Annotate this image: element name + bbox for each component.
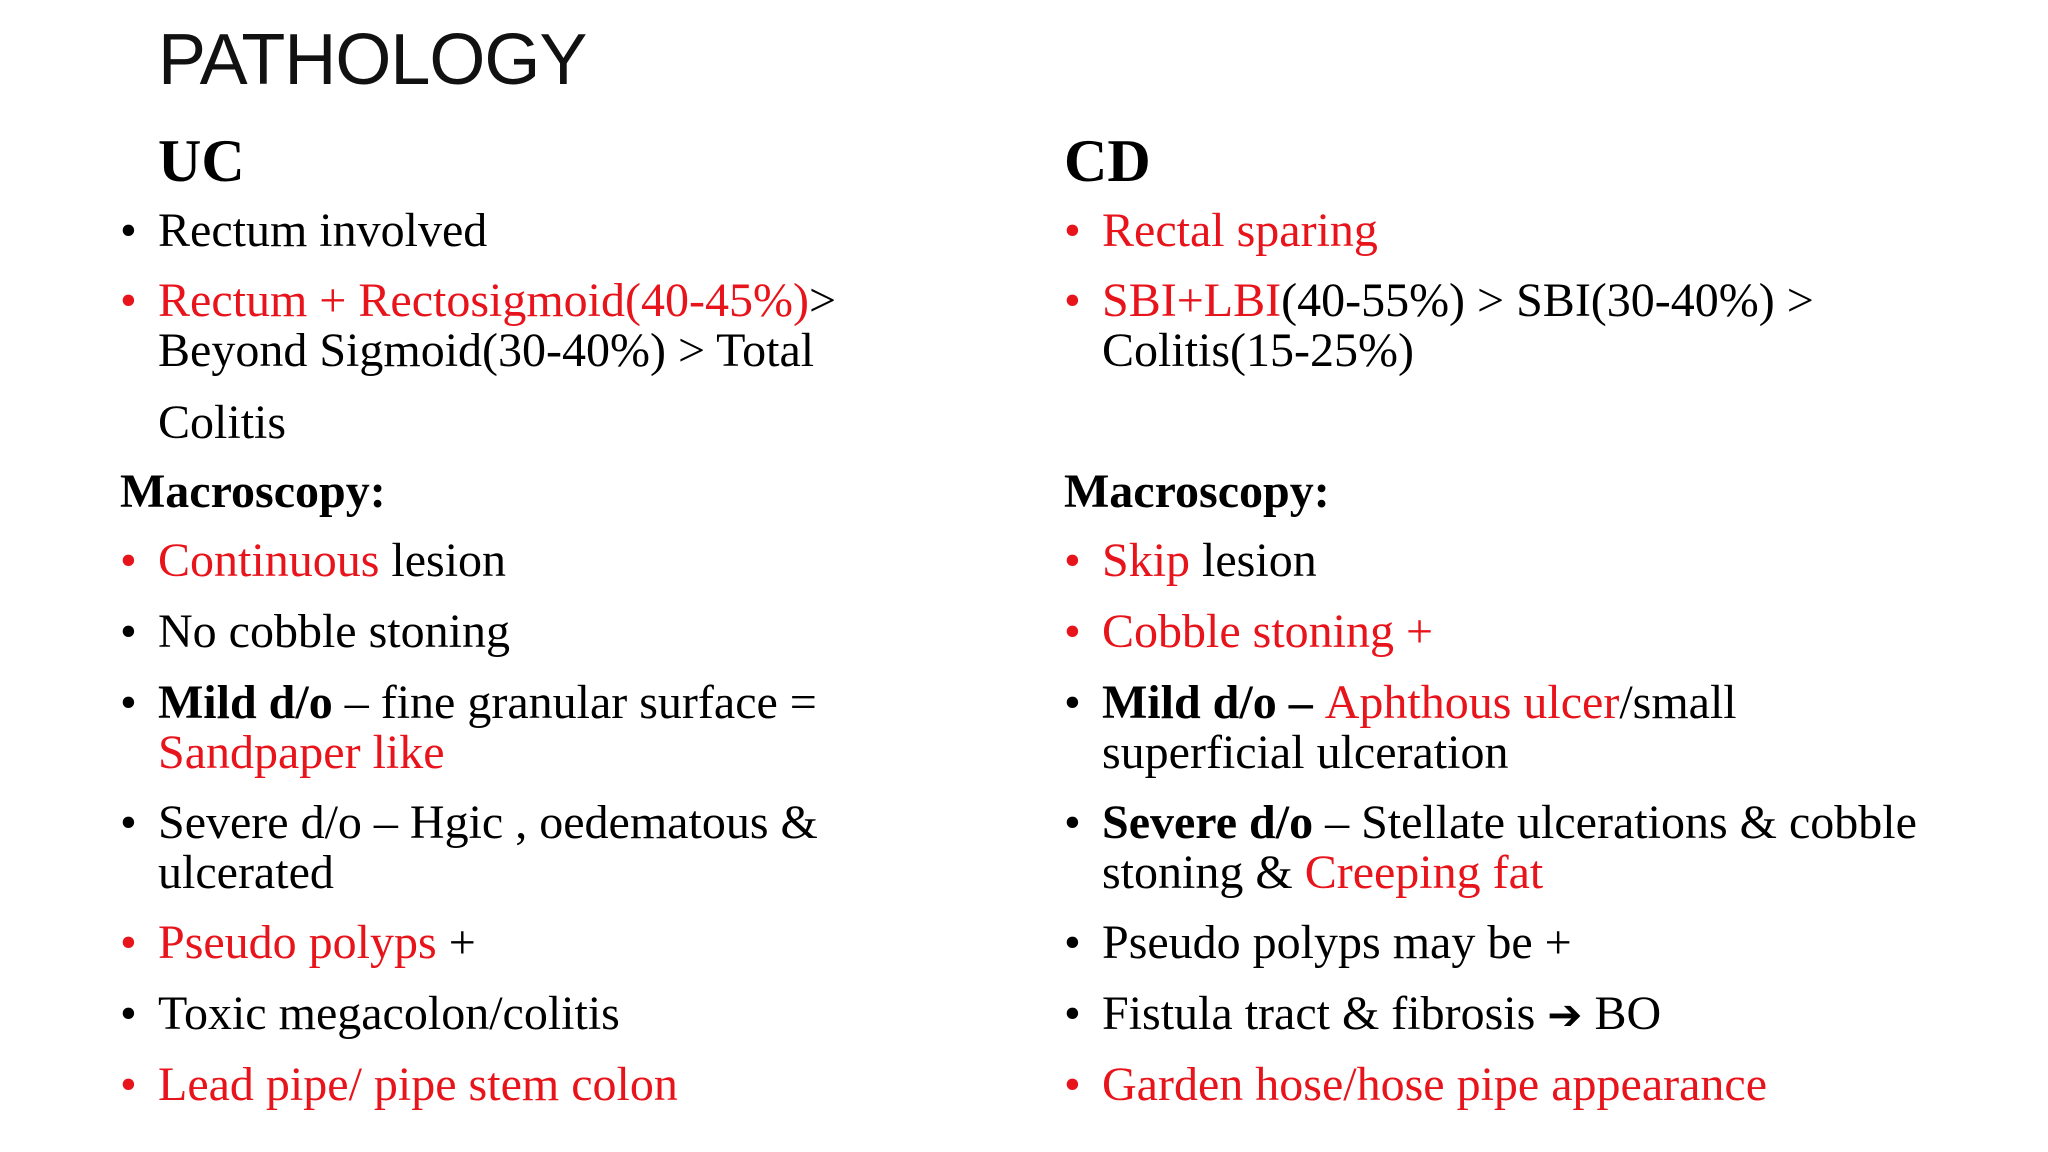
cd-pseudo-polyps: • Pseudo polyps may be +	[1064, 916, 1572, 969]
bullet: •	[120, 916, 137, 969]
cd-severe: • Severe d/o – Stellate ulcerations & cobble stoning & Creeping fat	[1064, 796, 1917, 899]
bullet: •	[120, 676, 137, 729]
uc-macroscopy-label: Macroscopy:	[120, 465, 386, 518]
uc-distribution-cont: Colitis	[158, 396, 287, 449]
uc-toxic-megacolon: • Toxic megacolon/colitis	[120, 987, 620, 1040]
page-title: PATHOLOGY	[158, 20, 587, 100]
uc-distribution: • Rectum + Rectosigmoid(40-45%)> Beyond Sigmoid(30-40%) > Total	[120, 274, 837, 377]
bullet: •	[1064, 534, 1081, 587]
bullet: •	[120, 534, 137, 587]
cd-skip-lesion: • Skip lesion	[1064, 534, 1317, 587]
bullet: •	[1064, 605, 1081, 658]
cd-rectal-sparing: • Rectal sparing	[1064, 204, 1378, 257]
bullet: •	[120, 204, 137, 257]
cd-cobble-stoning: • Cobble stoning +	[1064, 605, 1434, 658]
uc-rectum-involved: • Rectum involved	[120, 204, 488, 257]
bullet: •	[1064, 796, 1081, 849]
bullet: •	[120, 605, 137, 658]
bullet: •	[1064, 204, 1081, 257]
cd-fistula: • Fistula tract & fibrosis ➔ BO	[1064, 987, 1662, 1040]
bullet: •	[1064, 1058, 1081, 1111]
bullet: •	[1064, 676, 1081, 729]
uc-pseudo-polyps: • Pseudo polyps +	[120, 916, 476, 969]
uc-lead-pipe: • Lead pipe/ pipe stem colon	[120, 1058, 678, 1111]
arrow-right-icon: ➔	[1547, 990, 1583, 1039]
cd-heading: CD	[1064, 128, 1151, 194]
bullet: •	[120, 1058, 137, 1111]
bullet: •	[120, 987, 137, 1040]
uc-heading: UC	[158, 128, 245, 194]
bullet: •	[120, 796, 137, 849]
bullet: •	[1064, 987, 1081, 1040]
cd-macroscopy-label: Macroscopy:	[1064, 465, 1330, 518]
cd-distribution: • SBI+LBI(40-55%) > SBI(30-40%) > Colitis(15-25%)	[1064, 274, 1814, 377]
uc-mild: • Mild d/o – fine granular surface = Sandpaper like	[120, 676, 817, 779]
cd-mild: • Mild d/o – Aphthous ulcer/small superficial ulceration	[1064, 676, 1737, 779]
cd-garden-hose: • Garden hose/hose pipe appearance	[1064, 1058, 1768, 1111]
uc-no-cobble: • No cobble stoning	[120, 605, 510, 658]
uc-continuous-lesion: • Continuous lesion	[120, 534, 507, 587]
bullet: •	[1064, 916, 1081, 969]
bullet: •	[1064, 274, 1081, 327]
bullet: •	[120, 274, 137, 327]
uc-severe: • Severe d/o – Hgic , oedematous & ulcerated	[120, 796, 818, 899]
